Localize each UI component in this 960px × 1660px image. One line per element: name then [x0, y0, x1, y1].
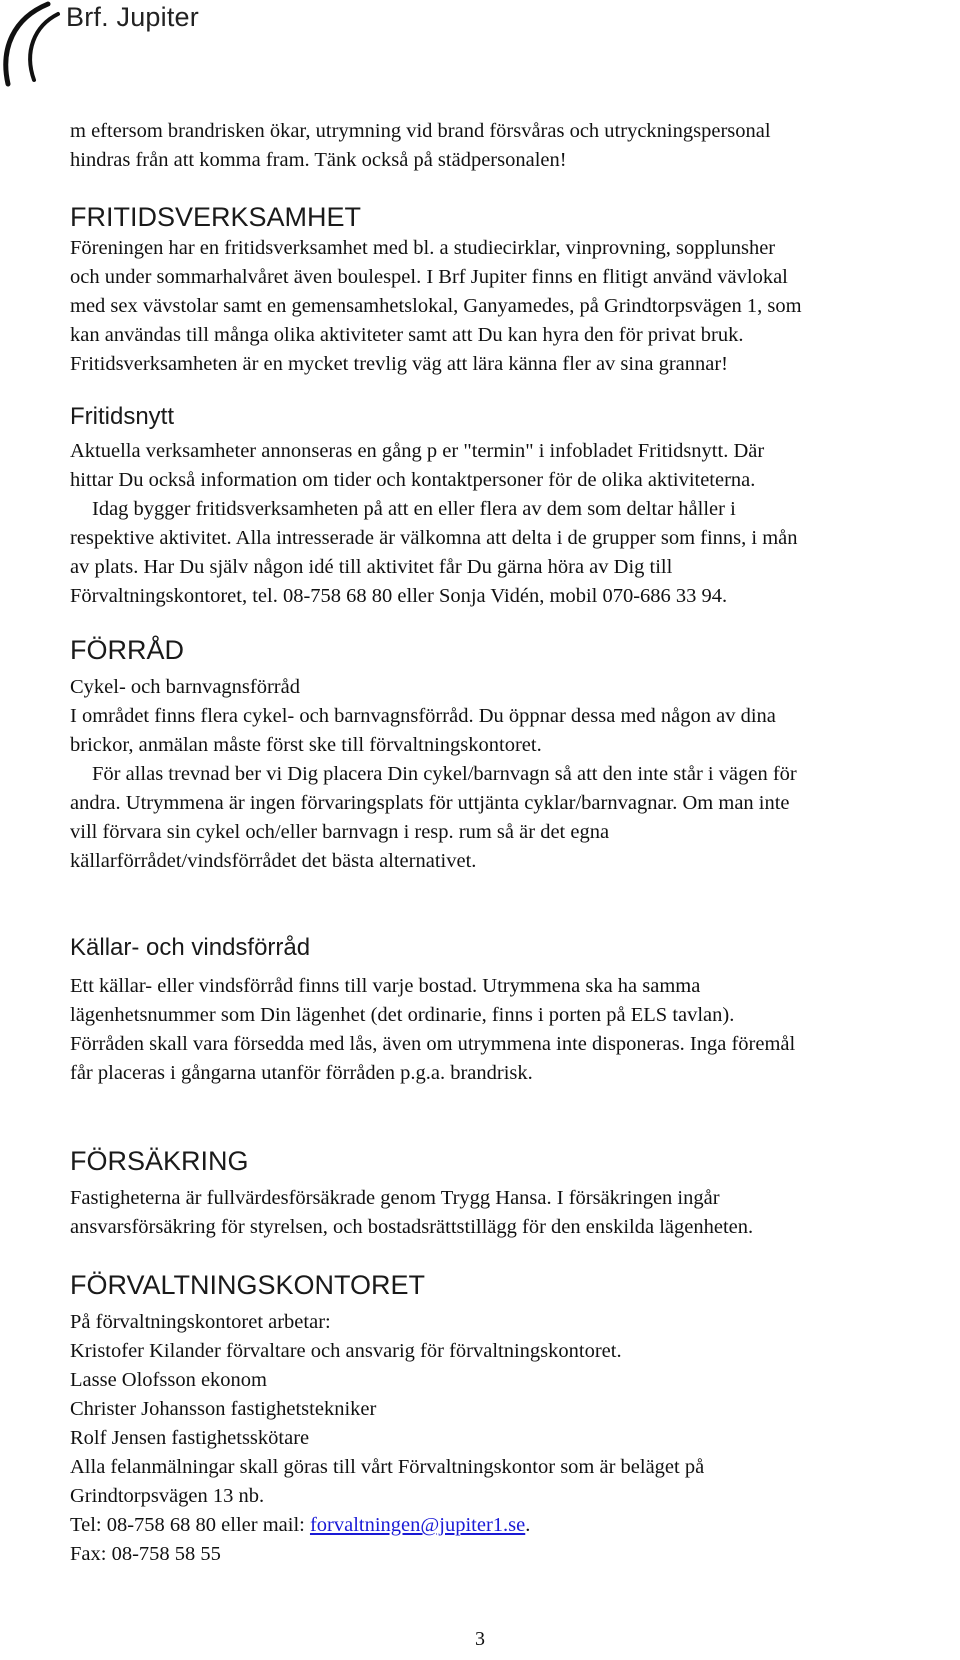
page-body — [70, 117, 950, 1569]
kontoret-line: Christer Johansson fastighetstekniker — [70, 1398, 377, 1420]
heading-kallar-vindsforrad: Källar- och vindsförråd — [70, 934, 311, 961]
fritidsnytt-line: hittar Du också information om tider och kontaktpersoner för de olika aktiviteterna. — [70, 469, 756, 491]
fritidsnytt-text — [70, 437, 950, 611]
heading-forvaltningskontoret: FÖRVALTNINGSKONTORET — [70, 1270, 426, 1300]
fritid-line: Fritidsverksamheten är en mycket trevlig väg att lära känna fler av sina grannar! — [70, 353, 729, 375]
forrad-line: källarförrådet/vindsförrådet det bästa alternativet. — [70, 850, 477, 872]
kontoret-line: Grindtorpsvägen 13 nb. — [70, 1485, 265, 1507]
brf-jupiter-logo-icon — [0, 0, 70, 95]
fritidsnytt-line: Idag bygger fritidsverksamheten på att en eller flera av dem som deltar håller i — [92, 498, 736, 520]
contact-line — [70, 1511, 950, 1540]
fritid-line: med sex vävstolar samt en gemensamhetslokal, Ganyamedes, på Grindtorpsvägen 1, som — [70, 295, 802, 317]
fritidsnytt-line: Förvaltningskontoret, tel. 08-758 68 80 eller Sonja Vidén, mobil 070-686 33 94. — [70, 585, 728, 607]
kontoret-line: Rolf Jensen fastighetsskötare — [70, 1427, 310, 1449]
kontoret-line: Kristofer Kilander förvaltare och ansvarig för förvaltningskontoret. — [70, 1340, 622, 1362]
kallar-line: Ett källar- eller vindsförråd finns till varje bostad. Utrymmena ska ha samma — [70, 975, 701, 997]
forrad-line: vill förvara sin cykel och/eller barnvagn i resp. rum så är det egna — [70, 821, 610, 843]
fritid-text — [70, 234, 950, 379]
heading-forrad: FÖRRÅD — [70, 635, 184, 665]
kallar-text — [70, 972, 950, 1088]
kontoret-line: Lasse Olofsson ekonom — [70, 1369, 268, 1391]
fritidsnytt-line: Aktuella verksamheter annonseras en gång p er "termin" i infobladet Fritidsnytt. Där — [70, 440, 765, 462]
intro-line-1: m eftersom brandrisken ökar, utrymning vid brand försvåras och utryckningspersonal — [70, 120, 771, 142]
brand-name: Brf. Jupiter — [66, 2, 199, 32]
kallar-line: Förråden skall vara försedda med lås, även om utrymmena inte disponeras. Inga föremål — [70, 1033, 796, 1055]
heading-fritidsverksamhet: FRITIDSVERKSAMHET — [70, 202, 362, 232]
fritidsnytt-line: respektive aktivitet. Alla intresserade är välkomna att delta i de grupper som finns, i mån — [70, 527, 798, 549]
tel-suffix: . — [525, 1514, 531, 1536]
forrad-subheading: Cykel- och barnvagnsförråd — [70, 676, 300, 698]
kontoret-text — [70, 1308, 950, 1569]
fax-line: Fax: 08-758 58 55 — [70, 1543, 221, 1565]
forrad-line: I området finns flera cykel- och barnvagnsförråd. Du öppnar dessa med någon av dina — [70, 705, 776, 727]
kontoret-line: På förvaltningskontoret arbetar: — [70, 1311, 331, 1333]
forrad-line: brickor, anmälan måste först ske till förvaltningskontoret. — [70, 734, 542, 756]
forsakring-line: Fastigheterna är fullvärdesförsäkrade genom Trygg Hansa. I försäkringen ingår — [70, 1187, 720, 1209]
forsakring-line: ansvarsförsäkring för styrelsen, och bostadsrättstillägg för den enskilda lägenheten. — [70, 1216, 754, 1238]
forrad-text — [70, 702, 950, 876]
forrad-line: andra. Utrymmena är ingen förvaringsplats för uttjänta cyklar/barnvagnar. Om man inte — [70, 792, 790, 814]
kallar-line: lägenhetsnummer som Din lägenhet (det ordinarie, finns i porten på ELS tavlan). — [70, 1004, 735, 1026]
forsakring-text — [70, 1184, 950, 1242]
tel-text: Tel: 08-758 68 80 eller mail: — [70, 1514, 310, 1536]
forrad-line: För allas trevnad ber vi Dig placera Din cykel/barnvagn så att den inte står i vägen för — [92, 763, 797, 785]
email-link[interactable]: forvaltningen@jupiter1.se — [309, 1514, 526, 1536]
intro-line-2: hindras från att komma fram. Tänk också på städpersonalen! — [70, 149, 567, 171]
page-number: 3 — [475, 1628, 485, 1650]
fritidsnytt-line: av plats. Har Du själv någon idé till aktivitet får Du gärna höra av Dig till — [70, 556, 673, 578]
fritid-line: Föreningen har en fritidsverksamhet med bl. a studiecirklar, vinprovning, sopplunsher — [70, 237, 776, 259]
fritid-line: och under sommarhalvåret även boulespel. I Brf Jupiter finns en flitigt använd vävlokal — [70, 266, 788, 288]
fritid-line: kan användas till många olika aktiviteter samt att Du kan hyra den för privat bruk. — [70, 324, 744, 346]
kallar-line: får placeras i gångarna utanför förråden p.g.a. brandrisk. — [70, 1062, 533, 1084]
heading-forsakring: FÖRSÄKRING — [70, 1146, 249, 1176]
heading-fritidsnytt: Fritidsnytt — [70, 403, 175, 430]
kontoret-line: Alla felanmälningar skall göras till vårt Förvaltningskontor som är beläget på — [70, 1456, 705, 1478]
